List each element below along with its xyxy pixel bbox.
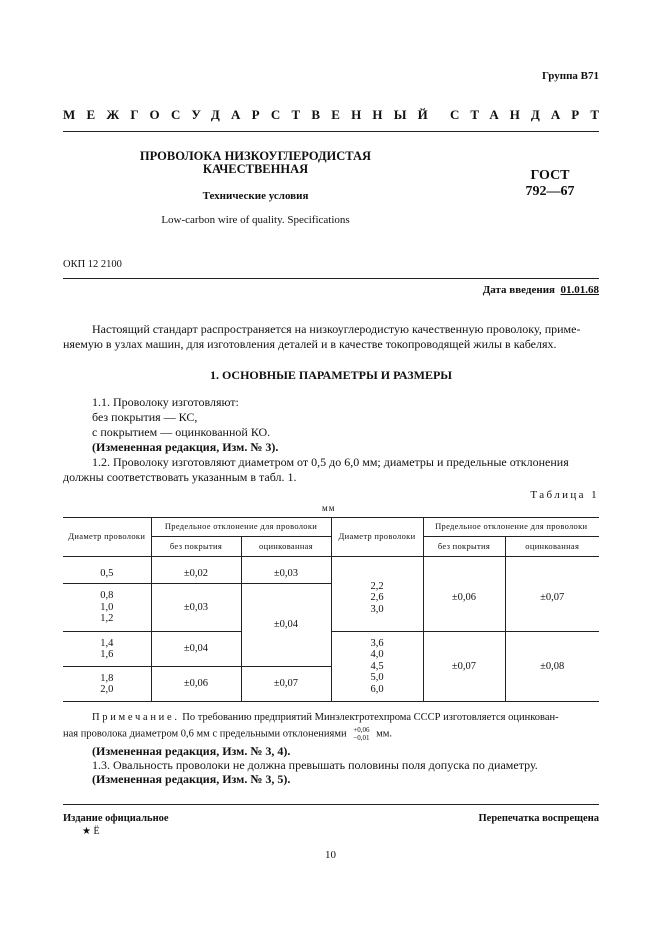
cell-diameter: 1,4 1,6	[63, 632, 151, 667]
standard-banner	[63, 107, 610, 123]
header-deviation: Предельное отклонение для проволоки	[151, 518, 331, 537]
section-heading: 1. ОСНОВНЫЕ ПАРАМЕТРЫ И РАЗМЕРЫ	[209, 368, 453, 382]
cell-galvanized-merged: ±0,04	[241, 584, 331, 667]
footer-rule	[63, 804, 599, 805]
doc-title-line1: ПРОВОЛОКА НИЗКОУГЛЕРОДИСТАЯ	[139, 149, 372, 163]
cell-uncoated-right: ±0,07	[423, 632, 505, 702]
table-caption: Таблица 1	[530, 489, 599, 501]
note-label: Примечание.	[92, 712, 180, 723]
gost-number: 792—67	[525, 184, 575, 199]
note-text-1: По требованию предприятий Минэлектротехпрома СССР изготовляется оцинкован-	[182, 712, 559, 723]
header-rule	[63, 131, 599, 132]
date-value: 01.01.68	[560, 284, 599, 296]
doc-title-line2: КАЧЕСТВЕННАЯ	[202, 162, 309, 176]
cell-uncoated: ±0,04	[151, 632, 241, 667]
clause-1-1-a: без покрытия — КС,	[92, 410, 198, 424]
gost-label: ГОСТ	[530, 168, 570, 183]
footer-reprint: Перепечатка воспрещена	[478, 813, 599, 824]
tolerance	[353, 726, 369, 742]
table-note	[92, 710, 559, 725]
english-title: Low-carbon wire of quality. Specifications	[161, 214, 350, 226]
intro-paragraph	[63, 322, 599, 352]
diameter-table	[63, 517, 599, 702]
amendment-note: (Измененная редакция, Изм. № 3).	[92, 440, 279, 454]
intro-line-1: Настоящий стандарт распространяется на низкоуглеродистую качественную проволоку, приме-	[92, 322, 581, 336]
cell-galvanized: ±0,07	[241, 667, 331, 702]
header-galvanized-right: оцинкованная	[505, 537, 599, 557]
amendment-note-2: (Измененная редакция, Изм. № 3, 4).	[92, 744, 291, 758]
clause-1-2-line1: 1.2. Проволоку изготовляют диаметром от 0,5 до 6,0 мм; диаметры и предельные отклонения	[92, 455, 569, 469]
date-label: Дата введения	[482, 284, 555, 296]
header-uncoated: без покрытия	[151, 537, 241, 557]
tolerance-plus: +0,06	[353, 726, 370, 734]
page-number: 10	[325, 849, 336, 861]
cell-uncoated-right: ±0,06	[423, 565, 505, 632]
cell-galvanized-right: ±0,08	[505, 632, 599, 702]
effective-date	[483, 284, 599, 296]
cell-uncoated: ±0,03	[151, 584, 241, 632]
header-deviation-right: Предельное отклонение для проволоки	[423, 518, 599, 537]
cell-diameter: 1,8 2,0	[63, 667, 151, 702]
cell-diameter-right: 2,2 2,6 3,0	[331, 565, 423, 632]
clause-1-2	[63, 455, 599, 485]
cell-uncoated: ±0,06	[151, 667, 241, 702]
cell-diameter: 0,5	[63, 565, 151, 584]
note-text-2: ная проволока диаметром 0,6 мм с предельными отклонениями	[63, 728, 347, 740]
clause-1-2-line2: должны соответствовать указанным в табл. 1.	[63, 470, 297, 485]
header-diameter: Диаметр проволоки	[63, 518, 151, 557]
okp-code: ОКП 12 2100	[63, 259, 122, 270]
doc-subtitle: Технические условия	[202, 190, 309, 202]
doc-title	[63, 150, 448, 176]
table-unit: мм	[322, 503, 336, 513]
banner-left: МЕЖГОСУДАРСТВЕННЫЙ	[63, 107, 439, 122]
cell-diameter-right: 3,6 4,0 4,5 5,0 6,0	[331, 632, 423, 702]
gost-designation	[515, 168, 585, 200]
cell-galvanized: ±0,03	[241, 565, 331, 584]
note-line-2	[63, 726, 392, 742]
cell-diameter: 0,8 1,0 1,2	[63, 584, 151, 632]
header-galvanized: оцинкованная	[241, 537, 331, 557]
okp-rule	[63, 278, 599, 279]
clause-1-3: 1.3. Овальность проволоки не должна превышать половины поля допуска по диаметру.	[92, 758, 538, 772]
banner-right: СТАНДАРТ	[449, 107, 610, 122]
cell-uncoated: ±0,02	[151, 565, 241, 584]
header-uncoated-right: без покрытия	[423, 537, 505, 557]
star-mark: ★ Ё	[82, 826, 100, 837]
clause-1-1: 1.1. Проволоку изготовляют:	[92, 395, 239, 409]
tolerance-minus: −0,01	[353, 734, 370, 742]
cell-galvanized-right: ±0,07	[505, 565, 599, 632]
intro-line-2: няемую в узлах машин, для изготовления деталей и в качестве токопроводящей жилы в кабелях.	[63, 337, 557, 352]
clause-1-1-b: с покрытием — оцинкованной КО.	[92, 425, 271, 439]
group-code: Группа В71	[541, 70, 599, 82]
header-diameter-right: Диаметр проволоки	[331, 518, 423, 557]
note-unit: мм.	[376, 728, 392, 740]
amendment-note-3: (Измененная редакция, Изм. № 3, 5).	[92, 772, 291, 786]
footer-official: Издание официальное	[63, 813, 169, 824]
